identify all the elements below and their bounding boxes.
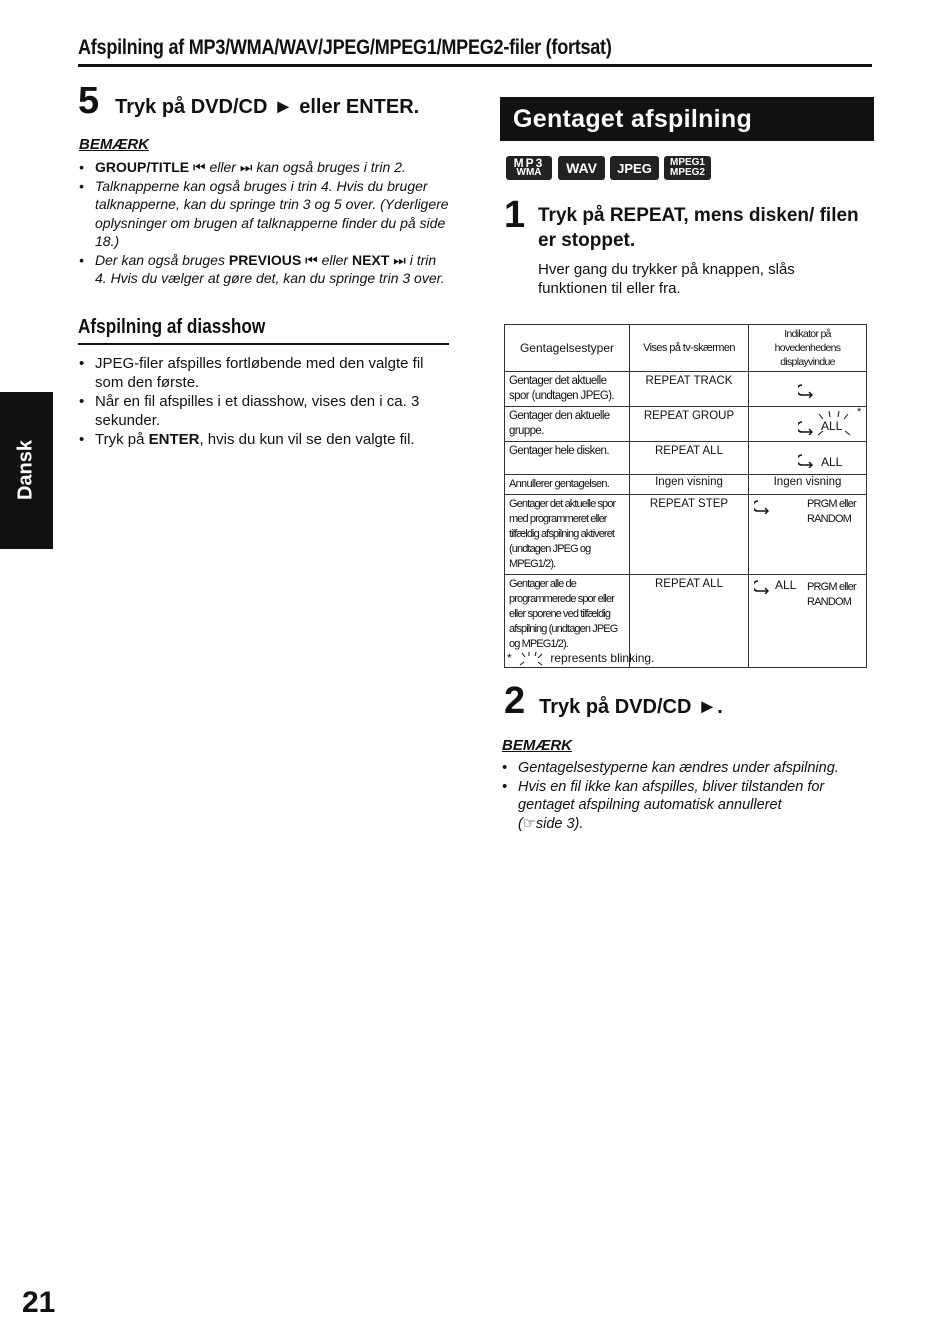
next-icon: ⏭ [393,251,406,268]
table-header-cell: Indikator på hovedenhedens displayvindue [749,325,867,372]
table-cell: Gentager det aktuelle spor (undtagen JPEG). [505,372,630,407]
table-row [505,372,867,407]
language-tab-label: Dansk [14,439,37,501]
table-cell: REPEAT TRACK [630,372,749,407]
play-icon: ► [273,96,294,118]
blink-note-text: represents blinking. [550,651,655,666]
indicator-all: ALL [821,419,843,433]
note-item: • Gentagelsestyperne kan ændres under afspilning. [502,759,870,778]
table-header-cell: Gentagelsestyper [505,325,630,372]
play-icon: ►. [697,696,723,718]
condition-label: PRGM eller RANDOM [807,581,856,608]
table-row [505,407,867,442]
step-5-number: 5 [78,80,100,122]
table-cell: Gentager den aktuelle gruppe. [505,407,630,442]
note-text: Hvis en fil ikke kan afspilles, bliver tilstanden for gentaget afspilning automatisk annulleret [518,778,825,813]
repeat-icon [798,421,816,435]
note-item: • Talknapperne kan også bruges i trin 4. Hvis du bruger talknapperne, kan du springe trin 3 og 5 over. (Yderligere oplysninger om brugen af talknapperne finder du på side 18.) [79,177,451,251]
table-cell [749,495,867,575]
table-cell: Gentager hele disken. [505,442,630,475]
list-item: • JPEG-filer afspilles fortløbende med den valgte fil som den første. [79,354,451,392]
note-title-right: BEMÆRK [502,737,572,754]
note-text: Der kan også bruges [95,251,225,268]
header-rule [78,64,872,67]
table-cell: REPEAT ALL [630,575,749,668]
section-banner: Gentaget afspilning [500,97,874,141]
reference-hand-icon: ☞ [522,815,536,832]
step-5 [78,82,419,120]
page-number: 21 [22,1286,56,1319]
list-text: , hvis du kun vil se den valgte fil. [199,431,415,448]
list-text: Tryk på [95,431,145,448]
blinking-rays-icon [517,651,545,667]
table-cell [749,442,867,475]
table-row [505,495,867,575]
next-label: NEXT [351,251,390,268]
note-item: • Hvis en fil ikke kan afspilles, bliver tilstanden for gentaget afspilning automatisk annulleret (☞side 3). [502,778,870,834]
table-row [505,475,867,495]
slideshow-list [79,354,451,449]
table-cell: Ingen visning [630,475,749,495]
table-cell [749,372,867,407]
badge-mpeg1: MPEG1 [669,157,705,168]
skip-back-icon: ⏮ [193,159,206,175]
note-text: eller [321,251,349,268]
page-header: Afspilning af MP3/WMA/WAV/JPEG/MPEG1/MPEG2-filer (fortsat) [78,36,612,59]
note-text: i trin 4. Hvis du vælger at gøre det, kan du springe trin 3 over. [95,251,445,286]
note-ref: side 3). [535,815,584,832]
previous-icon: ⏮ [305,251,318,268]
note-item [79,158,451,177]
note-item [79,251,451,288]
footnote-star: * [507,651,512,666]
badge-mpeg2: MPEG2 [669,167,705,178]
note-title-left: BEMÆRK [79,136,149,153]
group-title-label: GROUP/TITLE [95,159,190,175]
list-item [79,430,451,449]
enter-label: ENTER [148,431,200,448]
step-2-number: 2 [504,680,526,722]
repeat-icon [754,580,772,594]
badge-mp3-wma [506,156,552,180]
list-item: • Når en fil afspilles i et diasshow, vises den i ca. 3 sekunder. [79,392,451,430]
language-tab [0,392,53,549]
table-cell [749,407,867,442]
table-cell: Gentager alle de programmerede spor eller eller sporene ved tilfældig afspilning (undtagen JPEG og MPEG1/2). [505,575,630,668]
badge-jpeg: JPEG [610,156,659,180]
slideshow-heading: Afspilning af diasshow [78,316,266,338]
previous-label: PREVIOUS [228,251,302,268]
notes-list-right [502,759,870,833]
table-header-cell: Vises på tv-skærmen [630,325,749,372]
step-2-title: Tryk på DVD/CD [539,696,692,718]
table-cell: Annullerer gentagelsen. [505,475,630,495]
note-text: kan også bruges i trin 2. [256,159,406,175]
step-1-title: Tryk på REPEAT, mens disken/ filen er stoppet. [538,205,859,251]
step-1-desc: Hver gang du trykker på knappen, slås funktionen til eller fra. [538,261,795,297]
table-cell: Ingen visning [749,475,867,495]
indicator-all: ALL [775,578,797,592]
footnote-star: * [857,406,862,418]
badge-wma: WMA [516,167,542,178]
step-5-title-a: Tryk på DVD/CD [115,96,268,118]
skip-forward-icon: ⏭ [239,159,253,175]
table-cell: Gentager det aktuelle spor med programmeret eller tilfældig afspilning aktiveret (undtagen JPEG og MPEG1/2). [505,495,630,575]
table-cell: REPEAT GROUP [630,407,749,442]
step-5-title-b: eller ENTER. [299,96,420,118]
step-1-number: 1 [504,194,526,236]
table-header-row [505,325,867,372]
blink-note [507,651,654,667]
repeat-icon [754,500,772,514]
repeat-table [504,324,867,668]
step-2 [504,682,723,720]
badge-wav: WAV [558,156,605,180]
repeat-icon [798,454,816,468]
table-cell: REPEAT STEP [630,495,749,575]
repeat-icon [798,384,816,398]
indicator-all: ALL [821,455,843,469]
notes-list-left [79,158,451,288]
table-row [505,442,867,475]
table-cell: REPEAT ALL [630,442,749,475]
badge-mp3: MP3 [513,156,545,170]
badge-mpeg [664,156,711,180]
note-text: eller [209,159,236,175]
table-cell [749,575,867,668]
slideshow-rule [78,343,449,345]
condition-label: PRGM eller RANDOM [807,498,856,525]
